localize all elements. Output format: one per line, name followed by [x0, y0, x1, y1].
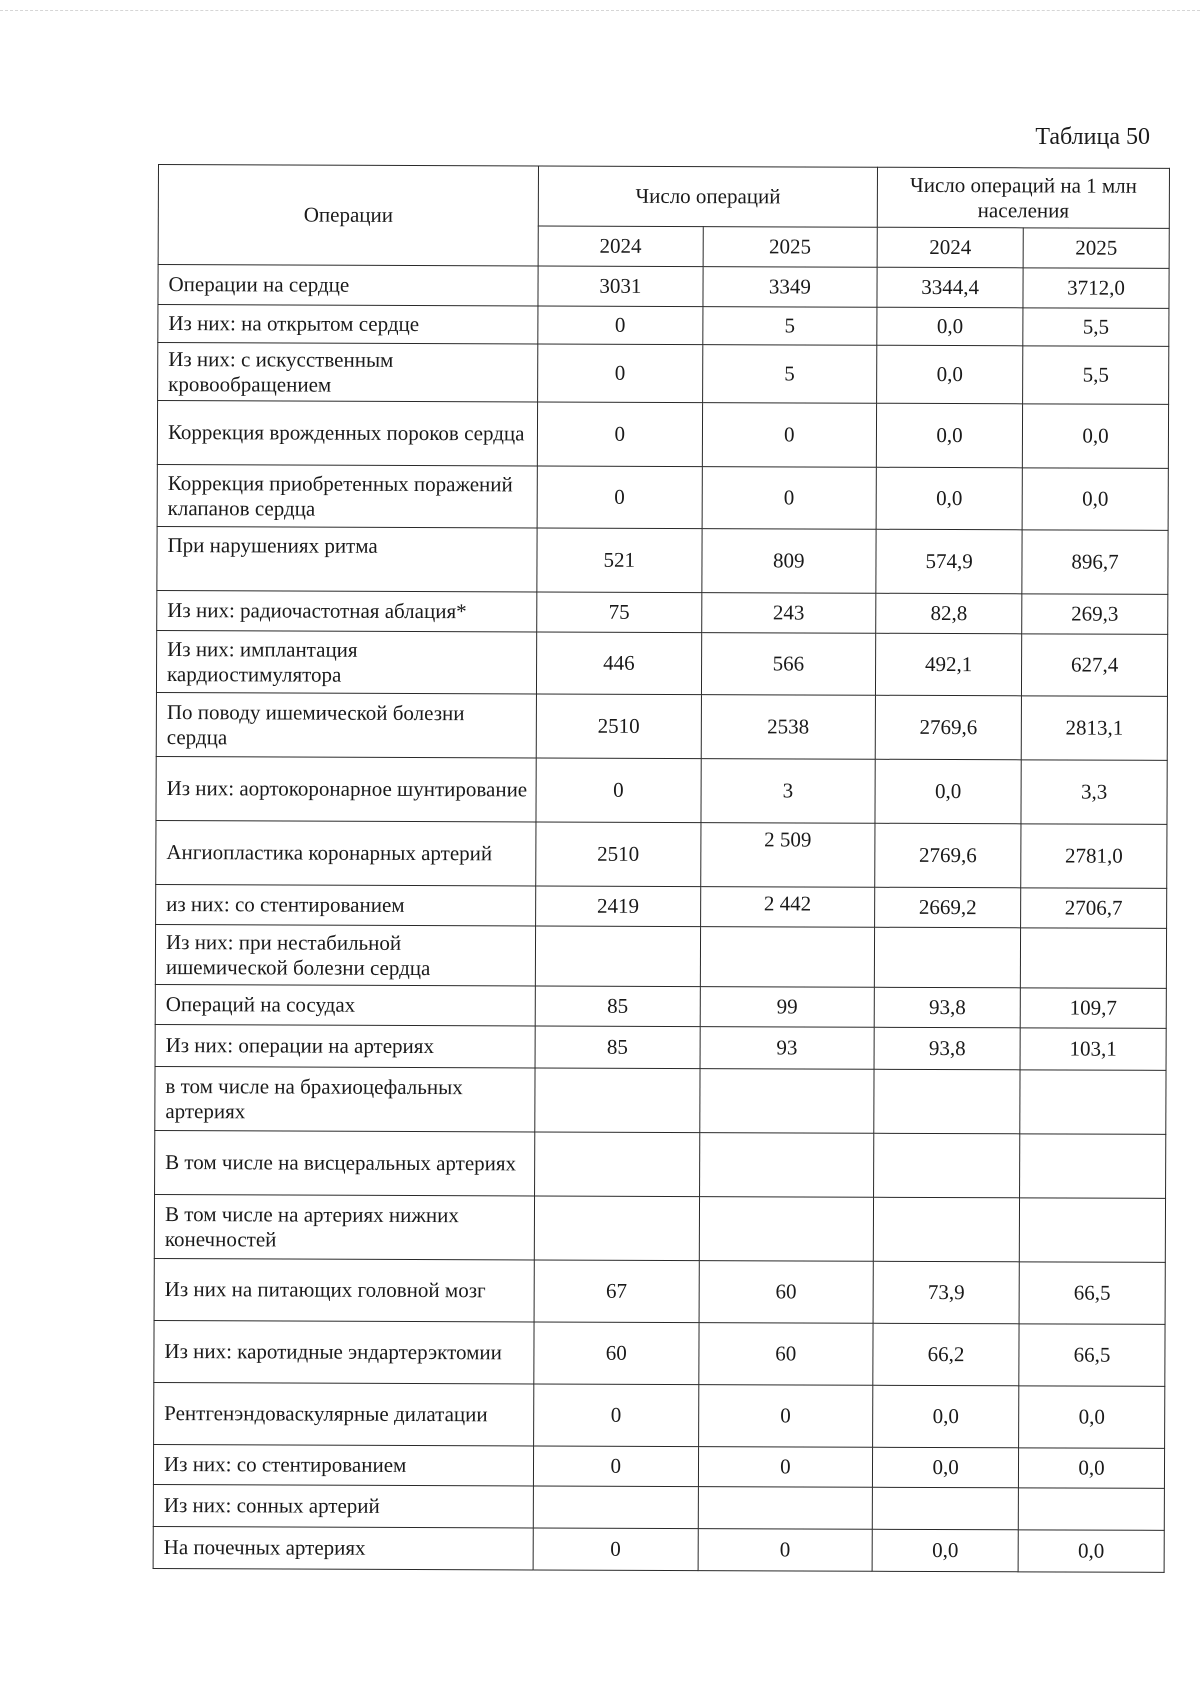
cell-value — [1018, 1488, 1164, 1531]
cell-value: 0,0 — [875, 759, 1021, 824]
cell-value: 3712,0 — [1023, 268, 1169, 309]
table-row — [157, 590, 1168, 634]
row-name: При нарушениях ритма — [157, 526, 537, 591]
cell-value: 93 — [700, 1027, 875, 1070]
cell-value: 0 — [537, 402, 702, 467]
cell-value: 60 — [699, 1261, 874, 1324]
cell-value: 103,1 — [1020, 1028, 1166, 1071]
cell-value: 0,0 — [872, 1529, 1018, 1572]
cell-value: 2769,6 — [875, 695, 1021, 760]
table-row — [153, 1526, 1164, 1572]
cell-value: 0,0 — [873, 1385, 1019, 1448]
header-per-million: Число операций на 1 млн населения — [877, 167, 1169, 228]
cell-value: 2781,0 — [1021, 824, 1167, 889]
cell-value: 99 — [700, 987, 875, 1028]
cell-value: 0,0 — [1022, 468, 1168, 531]
cell-value: 3,3 — [1021, 760, 1167, 825]
table-row — [156, 820, 1167, 888]
table-header — [158, 165, 1169, 269]
cell-value: 5 — [702, 345, 877, 404]
cell-value — [535, 1068, 700, 1133]
table-row — [156, 630, 1167, 696]
table-row — [155, 984, 1166, 1028]
cell-value: 0,0 — [1018, 1530, 1164, 1573]
cell-value — [1020, 1070, 1166, 1135]
row-name: В том числе на висцеральных артериях — [155, 1130, 535, 1195]
header-year: 2024 — [877, 227, 1023, 268]
cell-value: 3 — [700, 759, 875, 824]
table-caption: Таблица 50 — [1035, 124, 1150, 150]
cell-value: 60 — [534, 1322, 699, 1385]
table-row — [155, 1066, 1166, 1134]
cell-value — [873, 1197, 1019, 1262]
cell-value: 0 — [536, 758, 701, 823]
row-name: Коррекция врожденных пороков сердца — [157, 401, 537, 466]
cell-value — [535, 926, 700, 987]
cell-value — [535, 1132, 700, 1197]
row-name: Из них на питающих головной мозг — [154, 1258, 534, 1321]
cell-value: 627,4 — [1022, 634, 1168, 697]
cell-value — [1020, 1134, 1166, 1199]
header-year: 2025 — [703, 227, 878, 268]
cell-value: 73,9 — [873, 1261, 1019, 1324]
cell-value: 75 — [537, 592, 702, 633]
cell-value: 269,3 — [1022, 594, 1168, 635]
cell-value: 0,0 — [876, 467, 1022, 530]
cell-value: 66,5 — [1019, 1324, 1165, 1387]
header-operation-count: Число операций — [538, 166, 877, 227]
row-name: Из них: имплантация кардиостимулятора — [156, 630, 536, 693]
cell-value: 93,8 — [874, 987, 1020, 1028]
row-name: Операций на сосудах — [155, 984, 535, 1025]
row-name: На почечных артериях — [153, 1526, 533, 1569]
row-name: Рентгенэндоваскулярные дилатации — [154, 1382, 534, 1445]
cell-value — [699, 1197, 874, 1262]
cell-value — [875, 927, 1021, 988]
table-row — [156, 692, 1167, 760]
cell-value — [534, 1196, 699, 1261]
table-row — [158, 265, 1169, 309]
table-row — [155, 1130, 1166, 1198]
cell-value — [698, 1487, 873, 1530]
cell-value: 93,8 — [874, 1027, 1020, 1070]
cell-value: 3349 — [702, 267, 877, 308]
operations-table — [153, 164, 1170, 1573]
cell-value: 492,1 — [876, 633, 1022, 696]
cell-value: 566 — [701, 633, 876, 696]
scan-edge-line — [0, 10, 1200, 11]
cell-value: 85 — [535, 1026, 700, 1069]
row-name: Из них: с искусственным кровообращением — [158, 343, 538, 402]
cell-value: 66,2 — [873, 1323, 1019, 1386]
row-name: Из них: при нестабильной ишемической болезни сердца — [155, 924, 535, 985]
cell-value — [699, 1133, 874, 1198]
cell-value: 67 — [534, 1260, 699, 1323]
row-name: из них: со стентированием — [156, 884, 536, 925]
cell-value: 521 — [537, 528, 702, 593]
cell-value — [533, 1486, 698, 1529]
table-row — [157, 526, 1168, 594]
cell-value: 574,9 — [876, 529, 1022, 594]
header-operations: Операции — [158, 165, 539, 266]
cell-value: 0,0 — [1019, 1386, 1165, 1449]
cell-value: 2 509 — [700, 823, 875, 888]
table-row — [157, 464, 1168, 530]
table-row — [157, 401, 1168, 469]
cell-value: 446 — [537, 632, 702, 695]
cell-value — [700, 927, 875, 988]
row-name: Из них: сонных артерий — [153, 1484, 533, 1527]
table-row — [153, 1444, 1164, 1488]
cell-value: 2510 — [536, 694, 701, 759]
cell-value: 5 — [702, 307, 877, 346]
table-row — [156, 884, 1167, 928]
cell-value: 82,8 — [876, 593, 1022, 634]
cell-value: 0 — [702, 403, 877, 468]
row-name: Ангиопластика коронарных артерий — [156, 820, 536, 885]
cell-value: 0 — [698, 1529, 873, 1572]
row-name: Коррекция приобретенных поражений клапанов сердца — [157, 464, 537, 527]
row-name: Операции на сердце — [158, 265, 538, 306]
cell-value: 0,0 — [873, 1447, 1019, 1488]
cell-value: 809 — [701, 529, 876, 594]
cell-value: 0,0 — [877, 307, 1023, 346]
cell-value: 0 — [698, 1385, 873, 1448]
cell-value: 2706,7 — [1021, 888, 1167, 929]
row-name: в том числе на брахиоцефальных артериях — [155, 1066, 535, 1131]
cell-value — [1020, 928, 1166, 989]
table-row — [158, 343, 1169, 405]
cell-value: 5,5 — [1023, 308, 1169, 347]
table-row — [158, 305, 1169, 347]
header-year: 2025 — [1023, 228, 1169, 269]
row-name: Из них: на открытом сердце — [158, 305, 538, 344]
cell-value: 66,5 — [1019, 1262, 1165, 1325]
cell-value: 2538 — [701, 695, 876, 760]
cell-value: 2813,1 — [1021, 696, 1167, 761]
cell-value: 0 — [538, 344, 703, 403]
cell-value: 0,0 — [1018, 1448, 1164, 1489]
row-name: Из них: операции на артериях — [155, 1024, 535, 1067]
cell-value: 85 — [535, 986, 700, 1027]
table-row — [155, 1024, 1166, 1070]
cell-value: 0 — [537, 466, 702, 529]
cell-value: 2769,6 — [875, 823, 1021, 888]
cell-value: 109,7 — [1020, 988, 1166, 1029]
row-name: В том числе на артериях нижних конечностей — [154, 1194, 534, 1259]
cell-value: 3344,4 — [877, 267, 1023, 308]
cell-value: 0 — [534, 1384, 699, 1447]
cell-value — [874, 1069, 1020, 1134]
cell-value: 0 — [538, 306, 703, 345]
table-row — [154, 1320, 1165, 1386]
cell-value: 896,7 — [1022, 530, 1168, 595]
cell-value: 2669,2 — [875, 887, 1021, 928]
cell-value: 0 — [534, 1446, 699, 1487]
header-year: 2024 — [538, 226, 703, 267]
cell-value: 2 442 — [700, 887, 875, 928]
cell-value: 243 — [701, 593, 876, 634]
table-row — [155, 924, 1166, 988]
table-row — [156, 756, 1167, 824]
cell-value: 60 — [698, 1323, 873, 1386]
cell-value: 0 — [702, 467, 877, 530]
cell-value: 0 — [698, 1447, 873, 1488]
cell-value — [1019, 1198, 1165, 1263]
row-name: По поводу ишемической болезни сердца — [156, 692, 536, 757]
cell-value: 2510 — [536, 822, 701, 887]
cell-value: 3031 — [538, 266, 703, 307]
table-body — [153, 265, 1169, 1573]
row-name: Из них: радиочастотная аблация* — [157, 590, 537, 631]
table-row — [153, 1484, 1164, 1530]
cell-value: 0 — [533, 1528, 698, 1571]
cell-value — [699, 1069, 874, 1134]
cell-value: 0,0 — [1022, 404, 1168, 469]
cell-value: 0,0 — [877, 403, 1023, 468]
table-row — [154, 1194, 1165, 1262]
row-name: Из них: каротидные эндартерэктомии — [154, 1320, 534, 1383]
table-row — [154, 1258, 1165, 1324]
cell-value: 5,5 — [1023, 346, 1169, 405]
row-name: Из них: аортокоронарное шунтирование — [156, 756, 536, 821]
cell-value: 2419 — [536, 886, 701, 927]
table-row — [154, 1382, 1165, 1448]
cell-value — [872, 1487, 1018, 1530]
row-name: Из них: со стентированием — [153, 1444, 533, 1485]
cell-value: 0,0 — [877, 345, 1023, 404]
cell-value — [874, 1133, 1020, 1198]
